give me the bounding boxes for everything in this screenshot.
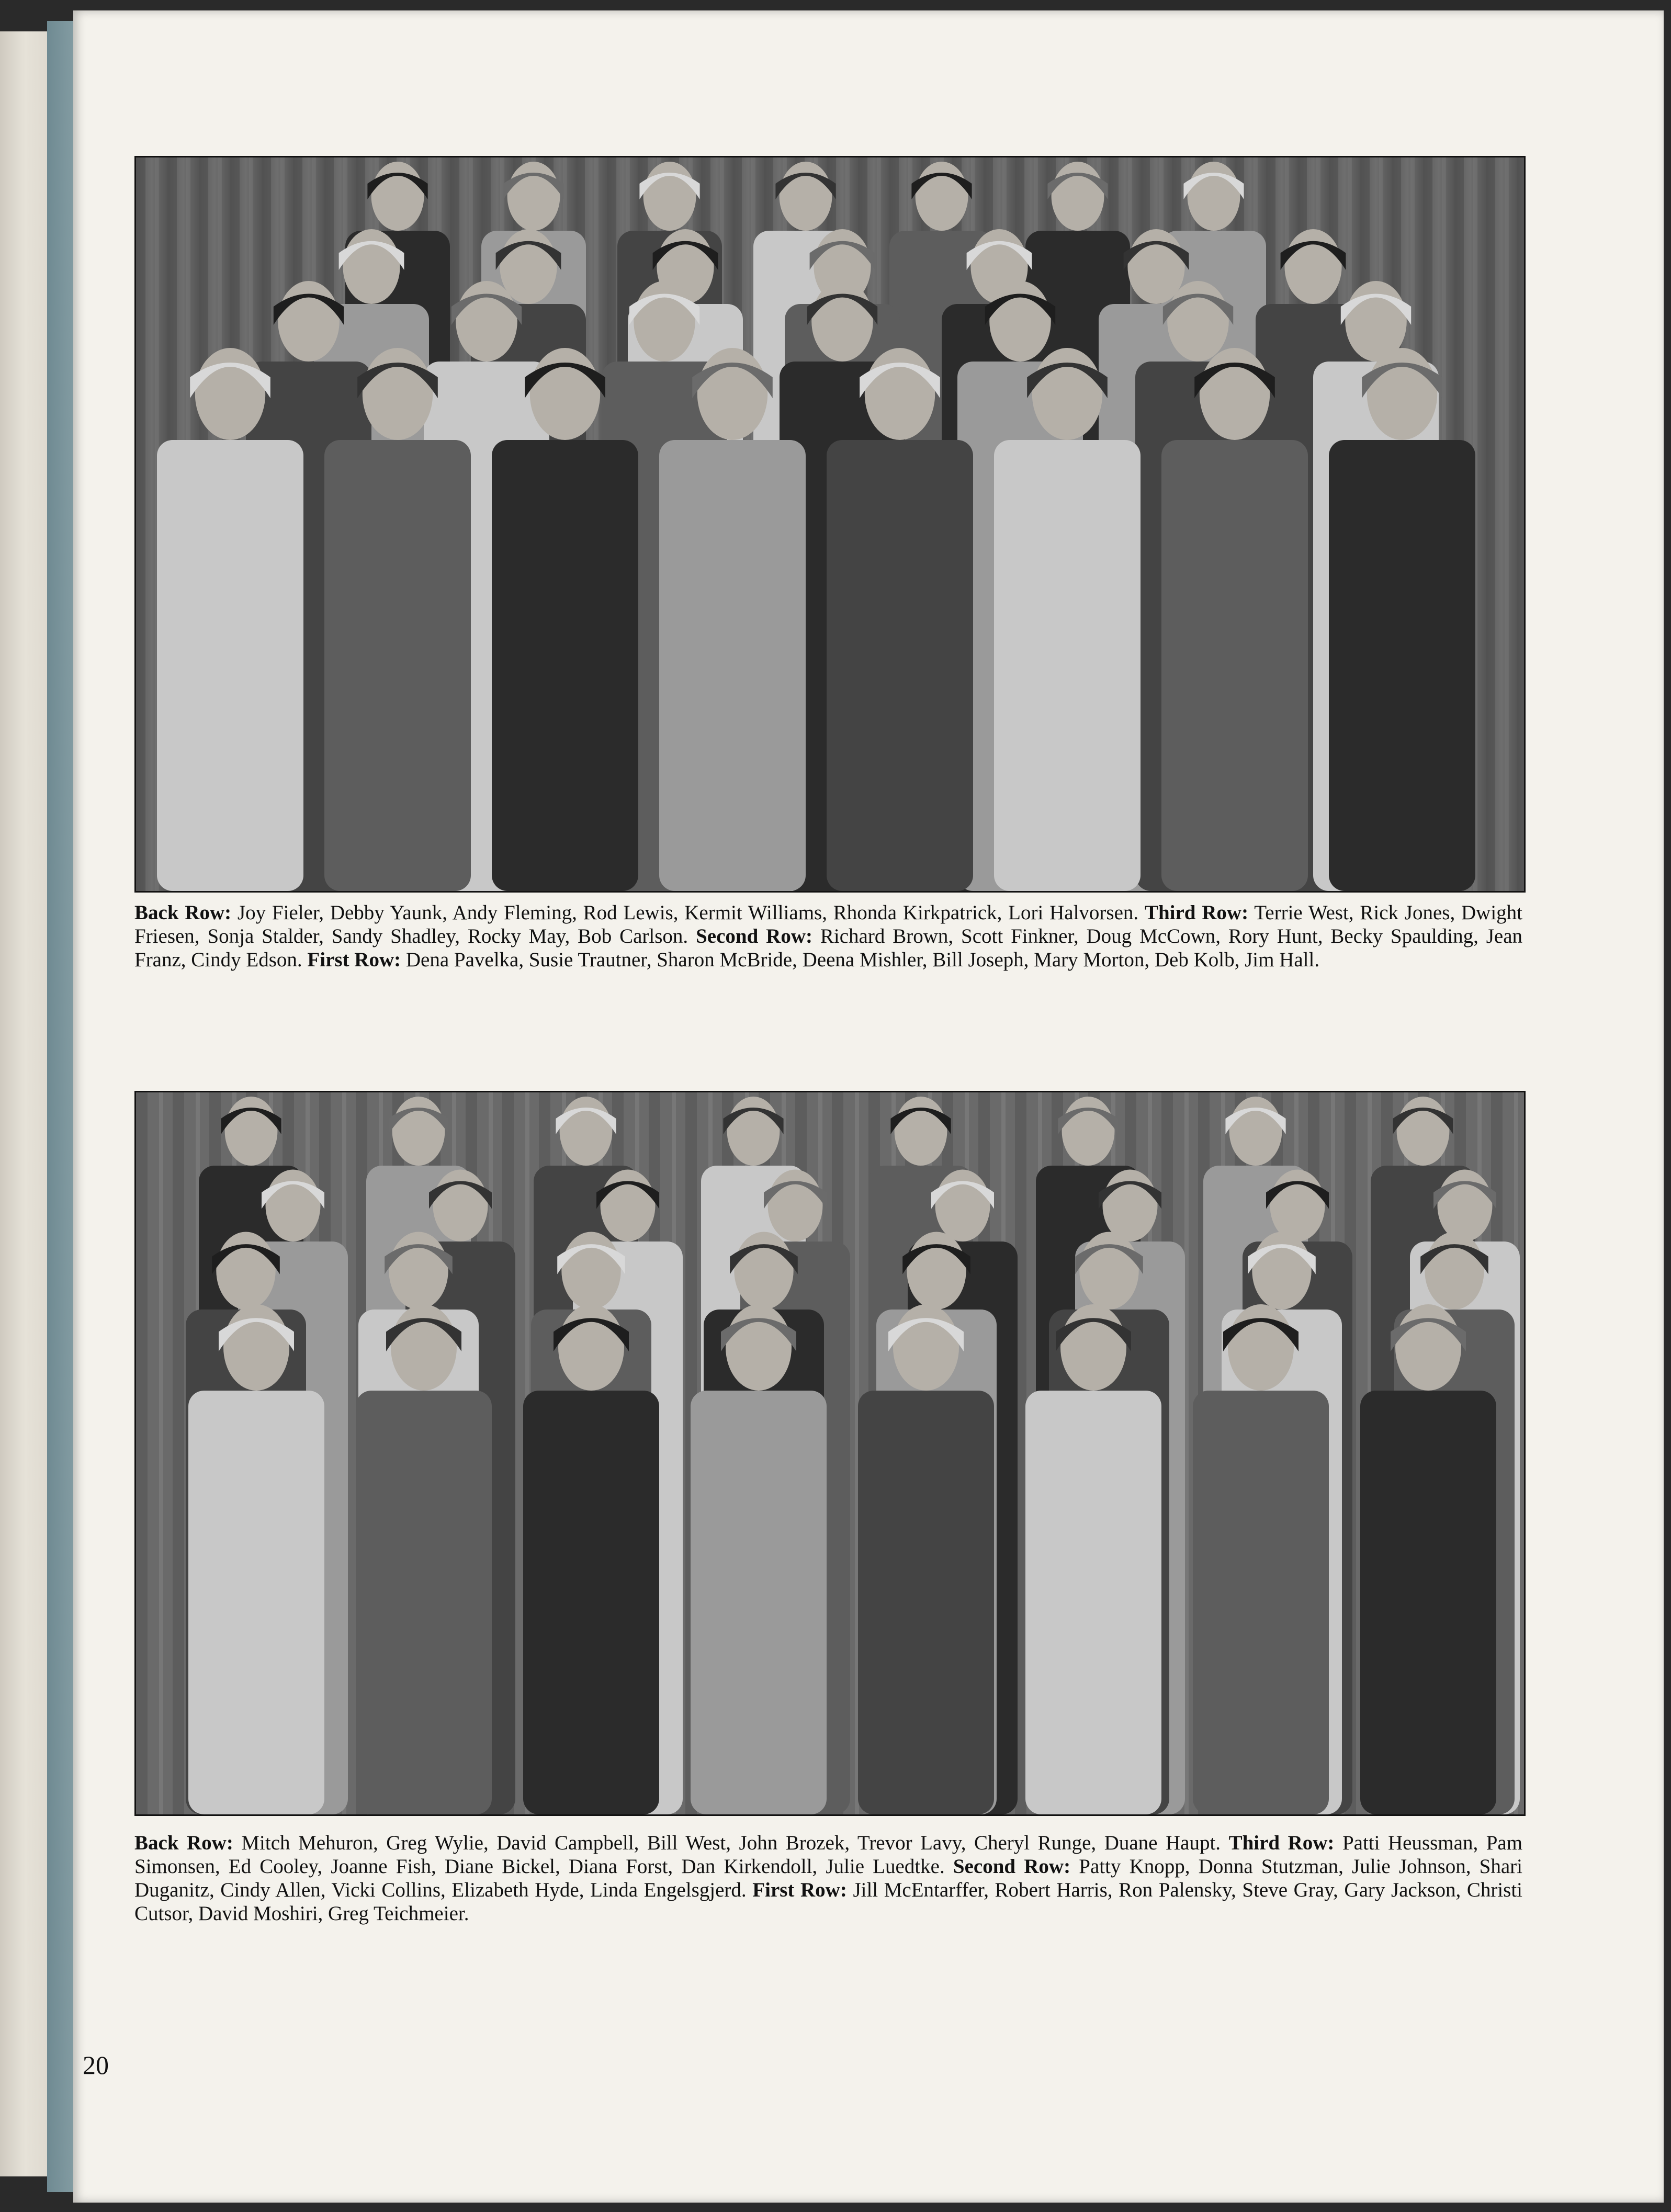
student-head bbox=[935, 1170, 990, 1242]
class-photo-bottom-image bbox=[136, 1092, 1524, 1814]
student-head bbox=[1397, 1097, 1450, 1166]
row-names: Patty Knopp, Donna Stutzman, Julie Johnson, Shari Duganitz, Cindy Allen, Vicki Collins, Elizabeth Hyde, Linda Engelsgjerd. bbox=[134, 1855, 1522, 1901]
student-figure bbox=[188, 1391, 324, 1814]
student-figure bbox=[1193, 1391, 1329, 1814]
row-label: Back Row: bbox=[134, 901, 232, 924]
student-head bbox=[343, 229, 400, 304]
student-head bbox=[780, 162, 832, 231]
student-head bbox=[456, 281, 517, 362]
student-head bbox=[893, 1304, 959, 1391]
student-figure bbox=[356, 1391, 492, 1814]
student-head bbox=[697, 348, 767, 440]
student-head bbox=[1103, 1170, 1158, 1242]
student-figure bbox=[1025, 1391, 1161, 1814]
row-label: First Row: bbox=[307, 949, 401, 971]
student-head bbox=[1060, 1304, 1126, 1391]
row-label: Second Row: bbox=[696, 925, 812, 947]
caption-row bbox=[134, 901, 1138, 924]
student-head bbox=[216, 1232, 275, 1310]
student-head bbox=[1395, 1304, 1461, 1391]
student-figure bbox=[858, 1391, 994, 1814]
row-label: Third Row: bbox=[1144, 901, 1249, 924]
student-head bbox=[989, 281, 1051, 362]
row-names: Terrie West, Rick Jones, Dwight Friesen, Sonja Stalder, Sandy Shadley, Rocky May, Bob Carlson. bbox=[134, 901, 1522, 947]
class-photo-bottom bbox=[134, 1091, 1526, 1816]
student-figure bbox=[324, 440, 471, 891]
row-names: Richard Brown, Scott Finkner, Doug McCown, Rory Hunt, Becky Spaulding, Jean Franz, Cindy Edson. bbox=[134, 925, 1523, 971]
student-head bbox=[363, 348, 433, 440]
student-head bbox=[433, 1170, 488, 1242]
student-head bbox=[195, 348, 265, 440]
student-head bbox=[500, 229, 557, 304]
student-figure bbox=[1329, 440, 1475, 891]
photo-caption-bottom bbox=[134, 1831, 1522, 1925]
student-figure bbox=[659, 440, 806, 891]
student-head bbox=[1228, 1304, 1294, 1391]
caption-row bbox=[134, 1832, 1221, 1854]
student-head bbox=[507, 162, 560, 231]
photo-caption-top bbox=[134, 901, 1522, 972]
student-head bbox=[1188, 162, 1240, 231]
student-figure bbox=[1161, 440, 1308, 891]
student-head bbox=[530, 348, 600, 440]
student-head bbox=[1052, 162, 1104, 231]
row-names: Joy Fieler, Debby Yaunk, Andy Fleming, Rod Lewis, Kermit Williams, Rhonda Kirkpatrick, Lori Halvorsen. bbox=[237, 901, 1139, 924]
row-label: First Row: bbox=[752, 1879, 847, 1901]
student-head bbox=[916, 162, 968, 231]
student-head bbox=[389, 1232, 448, 1310]
row-names: Patti Heussman, Pam Simonsen, Ed Cooley, Joanne Fish, Diane Bickel, Diana Forst, Dan Kirkendoll, Julie Luedtke. bbox=[134, 1832, 1523, 1878]
class-photo-top bbox=[134, 156, 1526, 893]
student-head bbox=[1229, 1097, 1282, 1166]
row-names: Dena Pavelka, Susie Trautner, Sharon McBride, Deena Mishler, Bill Joseph, Mary Morton, Deb Kolb, Jim Hall. bbox=[405, 949, 1320, 971]
row-label: Third Row: bbox=[1228, 1832, 1335, 1854]
student-head bbox=[391, 1304, 457, 1391]
student-head bbox=[560, 1097, 613, 1166]
student-head bbox=[1062, 1097, 1115, 1166]
student-head bbox=[1284, 229, 1341, 304]
student-head bbox=[634, 281, 695, 362]
student-head bbox=[1200, 348, 1270, 440]
student-head bbox=[643, 162, 696, 231]
student-head bbox=[1438, 1170, 1493, 1242]
student-figure bbox=[492, 440, 638, 891]
caption-row bbox=[307, 949, 1319, 971]
student-head bbox=[727, 1097, 780, 1166]
student-head bbox=[223, 1304, 289, 1391]
student-figure bbox=[827, 440, 973, 891]
student-head bbox=[371, 162, 424, 231]
student-head bbox=[811, 281, 873, 362]
student-head bbox=[768, 1170, 823, 1242]
student-head bbox=[266, 1170, 321, 1242]
student-head bbox=[907, 1232, 966, 1310]
student-figure bbox=[691, 1391, 827, 1814]
student-head bbox=[561, 1232, 620, 1310]
student-figure bbox=[523, 1391, 659, 1814]
student-head bbox=[1167, 281, 1229, 362]
student-head bbox=[1127, 229, 1184, 304]
student-head bbox=[1270, 1170, 1325, 1242]
student-head bbox=[895, 1097, 947, 1166]
student-head bbox=[1425, 1232, 1484, 1310]
student-head bbox=[734, 1232, 793, 1310]
class-photo-top-image bbox=[136, 157, 1524, 891]
student-figure bbox=[1360, 1391, 1496, 1814]
student-head bbox=[558, 1304, 624, 1391]
student-head bbox=[601, 1170, 656, 1242]
row-label: Back Row: bbox=[134, 1832, 233, 1854]
row-names: Jill McEntarffer, Robert Harris, Ron Palensky, Steve Gray, Gary Jackson, Christi Cutsor, David Moshiri, Greg Teichmeier. bbox=[134, 1879, 1522, 1925]
student-head bbox=[865, 348, 935, 440]
student-head bbox=[1252, 1232, 1311, 1310]
student-figure bbox=[157, 440, 303, 891]
row-names: Mitch Mehuron, Greg Wylie, David Campbell, Bill West, John Brozek, Trevor Lavy, Cheryl Runge, Duane Haupt. bbox=[241, 1832, 1221, 1854]
student-head bbox=[1032, 348, 1102, 440]
student-head bbox=[1367, 348, 1437, 440]
student-head bbox=[1079, 1232, 1138, 1310]
student-head bbox=[278, 281, 340, 362]
row-label: Second Row: bbox=[953, 1855, 1071, 1878]
page-number: 20 bbox=[83, 2050, 109, 2080]
student-figure bbox=[994, 440, 1141, 891]
student-head bbox=[726, 1304, 792, 1391]
student-head bbox=[392, 1097, 445, 1166]
student-head bbox=[225, 1097, 278, 1166]
